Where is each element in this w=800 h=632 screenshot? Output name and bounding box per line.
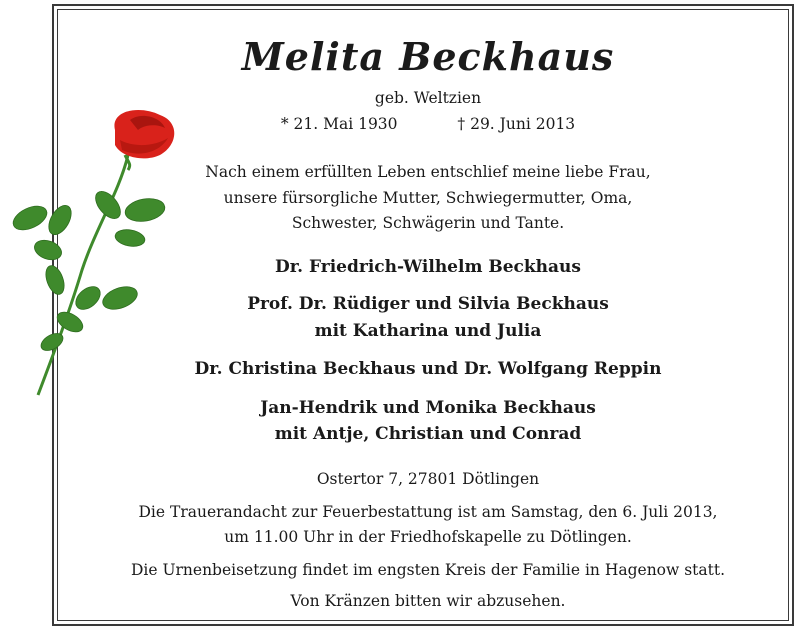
birth-name: geb. Weltzien <box>374 89 482 107</box>
mourner-line: Dr. Friedrich-Wilhelm Beckhaus <box>275 257 581 277</box>
birth-date: * 21. Mai 1930 <box>280 115 398 133</box>
message-line: Nach einem erfüllten Leben entschlief meine liebe Frau, <box>205 163 651 181</box>
address: Ostertor 7, 27801 Dötlingen <box>316 470 540 488</box>
message-line: unsere fürsorgliche Mutter, Schwiegermutter, Oma, <box>223 189 633 207</box>
mourner-line: Jan-Hendrik und Monika Beckhaus <box>260 398 596 418</box>
service-line: Die Trauerandacht zur Feuerbestattung ist am Samstag, den 6. Juli 2013, <box>138 503 718 521</box>
service-line: um 11.00 Uhr in der Friedhofskapelle zu Dötlingen. <box>224 528 632 546</box>
red-rose-illustration <box>0 100 180 400</box>
urn-notice: Die Urnenbeisetzung findet im engsten Kreis der Familie in Hagenow statt. <box>130 561 726 579</box>
mourner-line: mit Katharina und Julia <box>314 321 542 341</box>
mourner-line: mit Antje, Christian und Conrad <box>274 424 582 444</box>
mourner-line: Dr. Christina Beckhaus und Dr. Wolfgang Reppin <box>194 359 662 379</box>
message-line: Schwester, Schwägerin und Tante. <box>291 214 565 232</box>
life-dates <box>60 115 796 133</box>
deceased-name: Melita Beckhaus <box>241 34 615 79</box>
flowers-notice: Von Kränzen bitten wir abzusehen. <box>290 592 566 610</box>
death-date: † 29. Juni 2013 <box>457 115 576 133</box>
mourner-line: Prof. Dr. Rüdiger und Silvia Beckhaus <box>247 294 609 314</box>
